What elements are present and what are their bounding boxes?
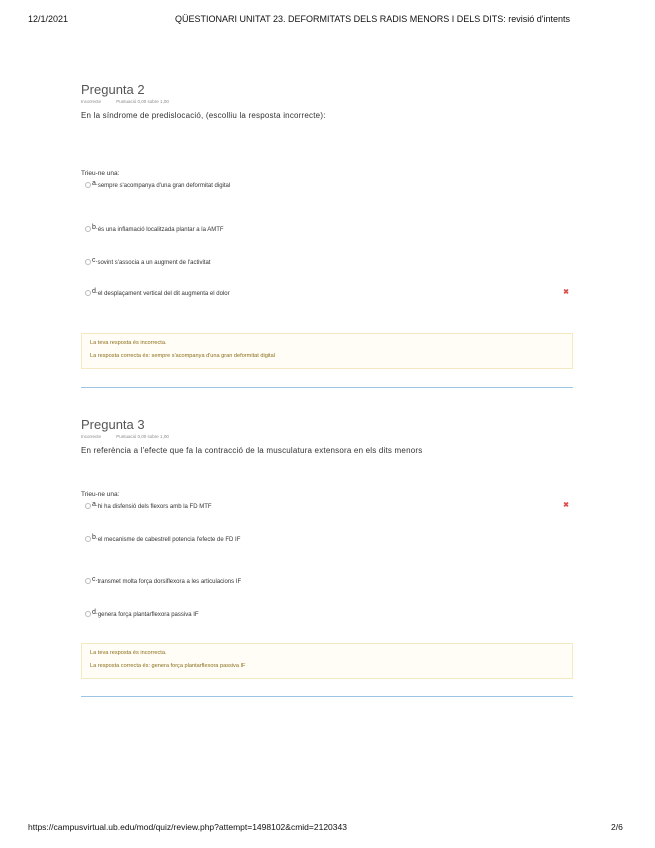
print-date: 12/1/2021 [28,14,69,24]
question-separator [81,696,573,697]
option-c[interactable] [85,578,241,585]
question-status: Incorrecte [81,434,102,439]
question-title: Pregunta 3 [81,417,145,432]
radio-button[interactable] [85,536,91,542]
question-3 [81,417,573,455]
option-text: el desplaçament vertical del dit augmenta el dolor [97,291,230,297]
question-status: Incorrecte [81,99,102,104]
option-d[interactable] [85,611,199,618]
option-text: és una inflamació localitzada plantar a la AMTF [97,227,224,233]
question-score: Puntuació 0,00 sobre 1,00 [116,99,169,104]
question-2 [81,82,573,120]
incorrect-x-icon: ✖ [563,502,569,509]
radio-button[interactable] [85,611,91,617]
radio-button[interactable] [85,290,91,296]
question-3-answers [81,491,573,631]
question-2-answers [81,170,573,320]
radio-button[interactable] [85,259,91,265]
option-text: el mecanisme de cabestrell potencia l'efecte de FD IF [97,537,241,543]
option-letter: d. [92,609,98,616]
option-letter: d. [92,288,98,295]
choose-label: Trieu-ne una: [81,491,120,498]
question-title: Pregunta 2 [81,82,145,97]
question-separator [81,387,573,388]
option-b[interactable] [85,226,224,233]
feedback-result: La teva resposta és incorrecta. [90,650,167,656]
page-number: 2/6 [611,822,623,832]
print-url: https://campusvirtual.ub.edu/mod/quiz/review.php?attempt=1498102&cmid=2120343 [28,822,347,832]
option-text: hi ha disfensió dels flexors amb la FD MTF [97,504,212,510]
option-text: sempre s'acompanya d'una gran deformitat digital [97,183,231,189]
option-text: sovint s'associa a un augment de l'activitat [97,260,211,266]
option-letter: a. [92,501,98,508]
feedback-result: La teva resposta és incorrecta. [90,340,167,346]
option-a[interactable] [85,503,212,510]
question-text: En referència a l'efecte que fa la contracció de la musculatura extensora en els dits menors [81,446,423,455]
feedback-correct-answer: La resposta correcta és: sempre s'acompanya d'una gran deformitat digital [90,353,275,359]
option-b[interactable] [85,536,240,543]
option-a[interactable] [85,182,230,189]
option-letter: c. [92,257,98,264]
option-letter: a. [92,180,98,187]
question-meta [81,434,573,440]
question-text: En la síndrome de predislocació, (escolliu la resposta incorrecte): [81,111,326,120]
radio-button[interactable] [85,503,91,509]
print-title: QÜESTIONARI UNITAT 23. DEFORMITATS DELS RADIS MENORS I DELS DITS: revisió d'intents [175,14,570,24]
feedback-box [81,643,573,679]
option-letter: b. [92,534,98,541]
option-letter: b. [92,224,98,231]
radio-button[interactable] [85,226,91,232]
question-score: Puntuació 0,00 sobre 1,00 [116,434,169,439]
option-text: transmet molta força dorsiflexora a les articulacions IF [97,579,242,585]
radio-button[interactable] [85,182,91,188]
incorrect-x-icon: ✖ [563,289,569,296]
option-d[interactable] [85,290,230,297]
option-letter: c. [92,576,98,583]
question-meta [81,99,573,105]
feedback-correct-answer: La resposta correcta és: genera força plantarflexora passiva IF [90,663,246,669]
choose-label: Trieu-ne una: [81,170,120,177]
option-c[interactable] [85,259,210,266]
feedback-box [81,333,573,369]
radio-button[interactable] [85,578,91,584]
option-text: genera força plantarflexora passiva IF [97,612,199,618]
